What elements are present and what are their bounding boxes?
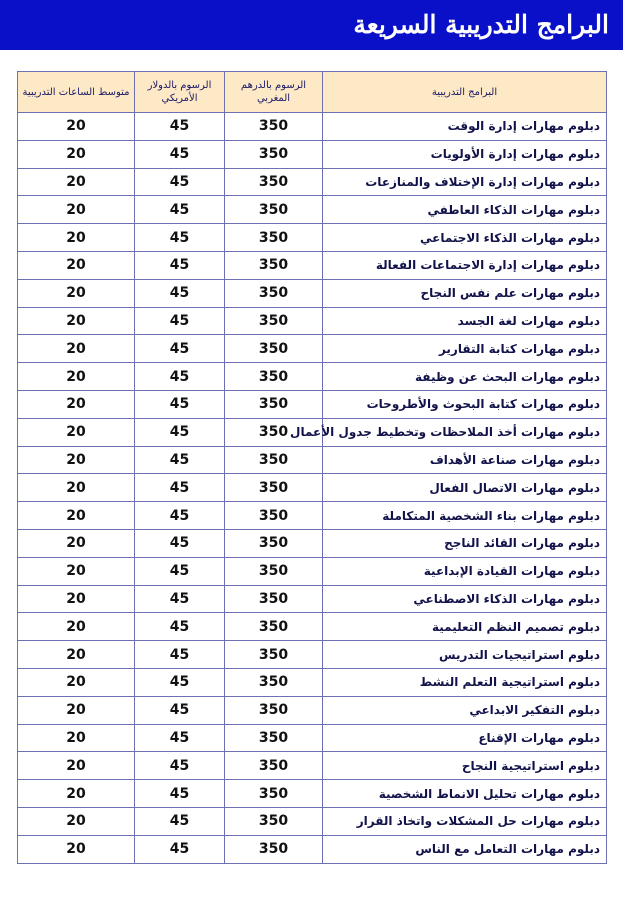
table-row xyxy=(18,780,607,808)
avg-hours-cell: 20 xyxy=(18,390,135,418)
fee-mad-cell: 350 xyxy=(225,279,323,307)
page-title: البرامج التدريبية السريعة xyxy=(353,10,609,39)
table-row xyxy=(18,668,607,696)
fee-usd-cell: 45 xyxy=(135,474,225,502)
program-name-cell: دبلوم التفكير الابداعي xyxy=(323,696,607,724)
fee-usd-cell: 45 xyxy=(135,196,225,224)
avg-hours-cell: 20 xyxy=(18,446,135,474)
fee-mad-cell: 350 xyxy=(225,446,323,474)
table-row xyxy=(18,585,607,613)
program-name-cell: دبلوم مهارات إدارة الإختلاف والمنازعات xyxy=(323,168,607,196)
fee-mad-cell: 350 xyxy=(225,418,323,446)
fee-mad-cell: 350 xyxy=(225,752,323,780)
program-name-cell: دبلوم مهارات بناء الشخصية المتكاملة xyxy=(323,502,607,530)
avg-hours-cell: 20 xyxy=(18,835,135,863)
fee-mad-cell: 350 xyxy=(225,835,323,863)
avg-hours-cell: 20 xyxy=(18,807,135,835)
column-header-fee-usd: الرسوم بالدولار الأمريكي xyxy=(135,72,225,113)
program-name-cell: دبلوم مهارات إدارة الأولويات xyxy=(323,140,607,168)
fee-usd-cell: 45 xyxy=(135,807,225,835)
fee-usd-cell: 45 xyxy=(135,363,225,391)
fee-usd-cell: 45 xyxy=(135,752,225,780)
avg-hours-cell: 20 xyxy=(18,696,135,724)
table-row xyxy=(18,196,607,224)
avg-hours-cell: 20 xyxy=(18,474,135,502)
program-name-cell: دبلوم مهارات الذكاء الاصطناعي xyxy=(323,585,607,613)
fee-mad-cell: 350 xyxy=(225,390,323,418)
program-name-cell: دبلوم استراتيجية النجاح xyxy=(323,752,607,780)
programs-table xyxy=(17,71,607,864)
table-body xyxy=(18,113,607,864)
table-header-row xyxy=(18,72,607,113)
table-row xyxy=(18,446,607,474)
program-name-cell: دبلوم مهارات تحليل الانماط الشخصية xyxy=(323,780,607,808)
fee-mad-cell: 350 xyxy=(225,140,323,168)
table-row xyxy=(18,113,607,141)
fee-mad-cell: 350 xyxy=(225,251,323,279)
fee-usd-cell: 45 xyxy=(135,335,225,363)
avg-hours-cell: 20 xyxy=(18,113,135,141)
avg-hours-cell: 20 xyxy=(18,251,135,279)
fee-usd-cell: 45 xyxy=(135,251,225,279)
avg-hours-cell: 20 xyxy=(18,585,135,613)
avg-hours-cell: 20 xyxy=(18,335,135,363)
program-name-cell: دبلوم مهارات إدارة الاجتماعات الفعالة xyxy=(323,251,607,279)
fee-usd-cell: 45 xyxy=(135,224,225,252)
table-row xyxy=(18,251,607,279)
fee-mad-cell: 350 xyxy=(225,557,323,585)
avg-hours-cell: 20 xyxy=(18,557,135,585)
avg-hours-cell: 20 xyxy=(18,668,135,696)
table-row xyxy=(18,335,607,363)
column-header-fee-mad: الرسوم بالدرهم المغربي xyxy=(225,72,323,113)
fee-mad-cell: 350 xyxy=(225,224,323,252)
fee-mad-cell: 350 xyxy=(225,307,323,335)
table-row xyxy=(18,168,607,196)
fee-usd-cell: 45 xyxy=(135,390,225,418)
fee-mad-cell: 350 xyxy=(225,502,323,530)
page-header xyxy=(0,0,623,50)
table-row xyxy=(18,696,607,724)
fee-mad-cell: 350 xyxy=(225,529,323,557)
avg-hours-cell: 20 xyxy=(18,279,135,307)
avg-hours-cell: 20 xyxy=(18,363,135,391)
programs-table-wrapper xyxy=(17,71,606,864)
fee-usd-cell: 45 xyxy=(135,613,225,641)
program-name-cell: دبلوم مهارات كتابة التقارير xyxy=(323,335,607,363)
fee-mad-cell: 350 xyxy=(225,474,323,502)
fee-usd-cell: 45 xyxy=(135,696,225,724)
program-name-cell: دبلوم مهارات حل المشكلات واتخاذ القرار xyxy=(323,807,607,835)
fee-mad-cell: 350 xyxy=(225,724,323,752)
fee-mad-cell: 350 xyxy=(225,613,323,641)
program-name-cell: دبلوم مهارات الإقناع xyxy=(323,724,607,752)
program-name-cell: دبلوم مهارات الذكاء الاجتماعي xyxy=(323,224,607,252)
avg-hours-cell: 20 xyxy=(18,418,135,446)
avg-hours-cell: 20 xyxy=(18,780,135,808)
fee-usd-cell: 45 xyxy=(135,279,225,307)
program-name-cell: دبلوم مهارات صناعة الأهداف xyxy=(323,446,607,474)
program-name-cell: دبلوم مهارات الذكاء العاطفي xyxy=(323,196,607,224)
program-name-cell: دبلوم تصميم النظم التعليمية xyxy=(323,613,607,641)
fee-mad-cell: 350 xyxy=(225,696,323,724)
table-row xyxy=(18,529,607,557)
avg-hours-cell: 20 xyxy=(18,168,135,196)
fee-mad-cell: 350 xyxy=(225,168,323,196)
fee-usd-cell: 45 xyxy=(135,641,225,669)
table-row xyxy=(18,502,607,530)
table-row xyxy=(18,224,607,252)
avg-hours-cell: 20 xyxy=(18,752,135,780)
table-row xyxy=(18,641,607,669)
fee-usd-cell: 45 xyxy=(135,780,225,808)
table-row xyxy=(18,724,607,752)
program-name-cell: دبلوم مهارات أخذ الملاحظات وتخطيط جدول الأعمال xyxy=(323,418,607,446)
fee-mad-cell: 350 xyxy=(225,363,323,391)
table-row xyxy=(18,418,607,446)
fee-usd-cell: 45 xyxy=(135,168,225,196)
fee-usd-cell: 45 xyxy=(135,418,225,446)
fee-usd-cell: 45 xyxy=(135,307,225,335)
table-row xyxy=(18,140,607,168)
avg-hours-cell: 20 xyxy=(18,641,135,669)
fee-mad-cell: 350 xyxy=(225,807,323,835)
avg-hours-cell: 20 xyxy=(18,529,135,557)
table-row xyxy=(18,307,607,335)
avg-hours-cell: 20 xyxy=(18,502,135,530)
fee-usd-cell: 45 xyxy=(135,529,225,557)
table-row xyxy=(18,835,607,863)
table-row xyxy=(18,279,607,307)
table-row xyxy=(18,390,607,418)
avg-hours-cell: 20 xyxy=(18,196,135,224)
program-name-cell: دبلوم مهارات لغة الجسد xyxy=(323,307,607,335)
fee-usd-cell: 45 xyxy=(135,585,225,613)
fee-mad-cell: 350 xyxy=(225,113,323,141)
fee-usd-cell: 45 xyxy=(135,557,225,585)
program-name-cell: دبلوم مهارات علم نفس النجاح xyxy=(323,279,607,307)
program-name-cell: دبلوم استراتيجية التعلم النشط xyxy=(323,668,607,696)
program-name-cell: دبلوم مهارات التعامل مع الناس xyxy=(323,835,607,863)
program-name-cell: دبلوم مهارات البحث عن وظيفة xyxy=(323,363,607,391)
program-name-cell: دبلوم مهارات القائد الناجح xyxy=(323,529,607,557)
fee-mad-cell: 350 xyxy=(225,196,323,224)
table-row xyxy=(18,752,607,780)
program-name-cell: دبلوم مهارات الاتصال الفعال xyxy=(323,474,607,502)
column-header-program: البرامج التدريبية xyxy=(323,72,607,113)
fee-mad-cell: 350 xyxy=(225,335,323,363)
table-row xyxy=(18,363,607,391)
program-name-cell: دبلوم استراتيجيات التدريس xyxy=(323,641,607,669)
fee-usd-cell: 45 xyxy=(135,113,225,141)
fee-usd-cell: 45 xyxy=(135,502,225,530)
fee-mad-cell: 350 xyxy=(225,641,323,669)
fee-usd-cell: 45 xyxy=(135,835,225,863)
table-row xyxy=(18,557,607,585)
avg-hours-cell: 20 xyxy=(18,307,135,335)
program-name-cell: دبلوم مهارات القيادة الإبداعية xyxy=(323,557,607,585)
table-row xyxy=(18,807,607,835)
table-row xyxy=(18,613,607,641)
column-header-avg-hours: متوسط الساعات التدريبية xyxy=(18,72,135,113)
avg-hours-cell: 20 xyxy=(18,613,135,641)
fee-usd-cell: 45 xyxy=(135,668,225,696)
program-name-cell: دبلوم مهارات كتابة البحوث والأطروحات xyxy=(323,390,607,418)
fee-mad-cell: 350 xyxy=(225,780,323,808)
fee-usd-cell: 45 xyxy=(135,724,225,752)
avg-hours-cell: 20 xyxy=(18,224,135,252)
avg-hours-cell: 20 xyxy=(18,140,135,168)
table-row xyxy=(18,474,607,502)
fee-usd-cell: 45 xyxy=(135,140,225,168)
fee-mad-cell: 350 xyxy=(225,585,323,613)
program-name-cell: دبلوم مهارات إدارة الوقت xyxy=(323,113,607,141)
fee-mad-cell: 350 xyxy=(225,668,323,696)
avg-hours-cell: 20 xyxy=(18,724,135,752)
fee-usd-cell: 45 xyxy=(135,446,225,474)
